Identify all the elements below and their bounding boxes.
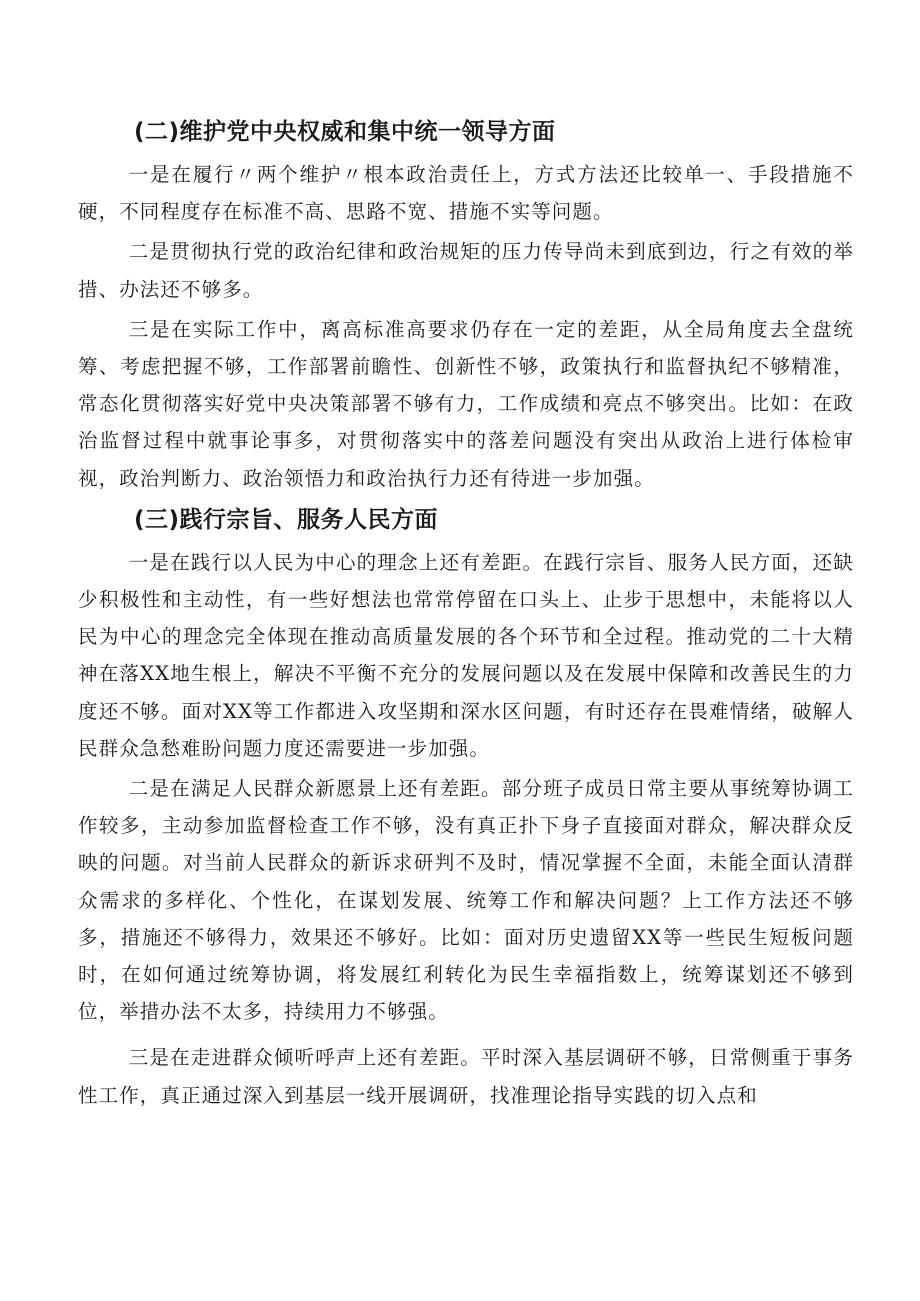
paragraph: 一是在履行〃两个维护〃根本政治责任上，方式方法还比较单一、手段措施不硬，不同程度存在标准不高、思路不宽、措施不实等问题。: [78, 163, 854, 224]
paragraph: 三是在实际工作中，离高标准高要求仍存在一定的差距，从全局角度去全盘统筹、考虑把握不够，工作部署前瞻性、创新性不够，政策执行和监督执纪不够精准，常态化贯彻落实好党中央决策部署不够有力，工作成绩和亮点不够突出。比如：在政治监督过程中就事论事多，对贯彻落实中的落差问题没有突出从政治上进行体检审视，政治判断力、政治领悟力和政治执行力还有待进一步加强。: [78, 317, 854, 490]
document-body: [78, 112, 854, 1117]
paragraph: 一是在践行以人民为中心的理念上还有差距。在践行宗旨、服务人民方面，还缺少积极性和主动性，有一些好想法也常常停留在口头上、止步于思想中，未能将以人民为中心的理念完全体现在推动高质量发展的各个环节和全过程。推动党的二十大精神在落XX地生根上，解决不平衡不充分的发展问题以及在发展中保障和改善民生的力度还不够。面对XX等工作都进入攻坚期和深水区问题，有时还存在畏难情绪，破解人民群众急愁难盼问题力度还需要进一步加强。: [78, 550, 854, 760]
section-heading-2: (二)维护党中央权威和集中统一领导方面: [134, 119, 556, 145]
section-heading-3: (三)践行宗旨、服务人民方面: [134, 506, 439, 533]
paragraph: 二是贯彻执行党的政治纪律和政治规矩的压力传导尚未到底到边，行之有效的举措、办法还不够多。: [78, 240, 854, 301]
paragraph: 二是在满足人民群众新愿景上还有差距。部分班子成员日常主要从事统筹协调工作较多，主动参加监督检查工作不够，没有真正扑下身子直接面对群众，解决群众反映的问题。对当前人民群众的新诉求研判不及时，情况掌握不全面，未能全面认清群众需求的多样化、个性化，在谋划发展、统筹工作和解决问题？上工作方法还不够多，措施还不够得力，效果还不够好。比如：面对历史遗留XX等一些民生短板问题时，在如何通过统筹协调，将发展红利转化为民生幸福指数上，统筹谋划还不够到位，举措办法不太多，持续用力不够强。: [78, 777, 854, 1024]
paragraph: 三是在走进群众倾听呼声上还有差距。平时深入基层调研不够，日常侧重于事务性工作，真正通过深入到基层一线开展调研，找准理论指导实践的切入点和: [78, 1046, 854, 1107]
